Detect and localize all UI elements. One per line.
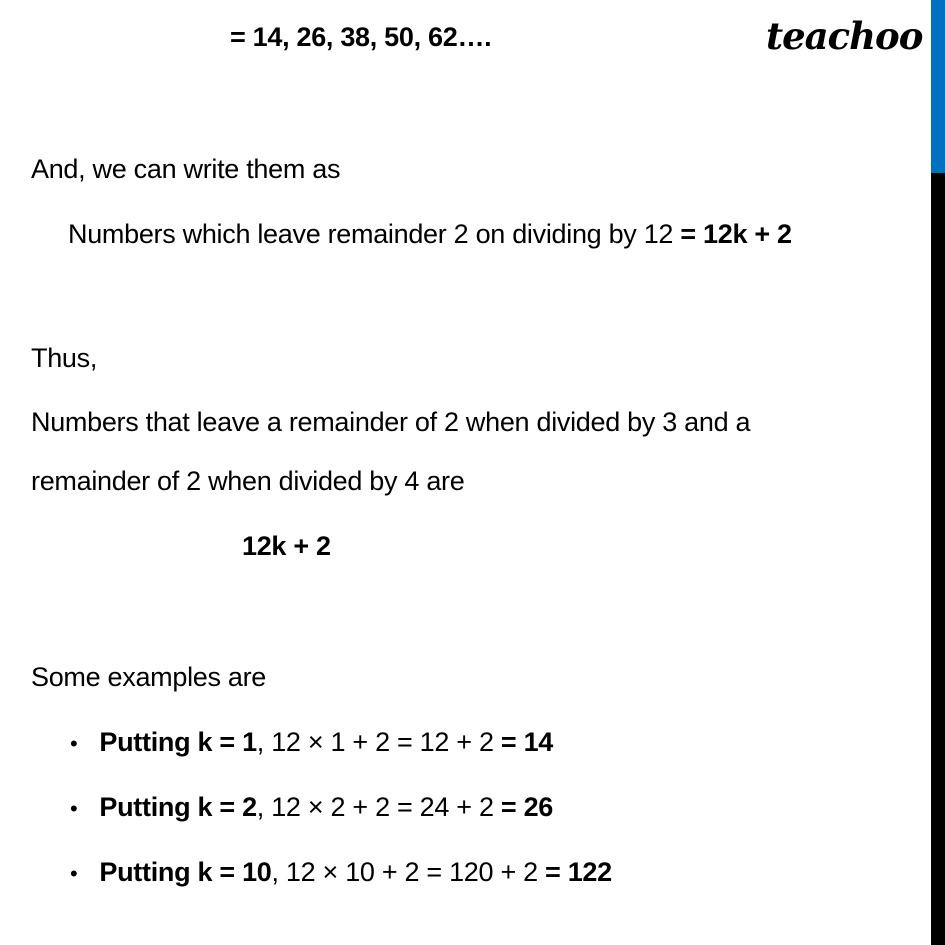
bullet-icon: • — [70, 796, 78, 821]
numbers-remainder-text: Numbers which leave remainder 2 on dividing by 12 — [68, 219, 681, 249]
formula-line: 12k + 2 — [242, 531, 331, 561]
example-result: = 26 — [500, 792, 554, 822]
example-calc: , 12 × 10 + 2 = 120 + 2 — [271, 857, 546, 887]
bullet-icon: • — [70, 731, 78, 756]
numbers-remainder-line — [68, 219, 792, 250]
example-label: Putting k = 10 — [99, 857, 272, 887]
example-calc: , 12 × 1 + 2 = 12 + 2 — [256, 727, 501, 757]
list-item — [70, 792, 553, 823]
example-result: = 14 — [500, 727, 554, 757]
bullet-icon: • — [70, 861, 78, 886]
scrollbar-thumb[interactable] — [931, 0, 945, 173]
write-as-line: And, we can write them as — [31, 154, 341, 184]
thus-line: Thus, — [31, 343, 98, 373]
conclusion-line-1: Numbers that leave a remainder of 2 when divided by 3 and a — [31, 407, 751, 437]
conclusion-line-2: remainder of 2 when divided by 4 are — [31, 466, 465, 496]
scrollbar-track[interactable] — [931, 173, 945, 945]
example-label: Putting k = 1 — [99, 727, 257, 757]
teachoo-logo: teachoo — [766, 14, 923, 58]
list-item — [70, 857, 612, 888]
example-calc: , 12 × 2 + 2 = 24 + 2 — [256, 792, 501, 822]
list-item — [70, 727, 553, 758]
example-result: = 122 — [545, 857, 612, 887]
numbers-remainder-formula: = 12k + 2 — [680, 219, 792, 249]
sequence-line: = 14, 26, 38, 50, 62…. — [230, 22, 492, 52]
example-label: Putting k = 2 — [99, 792, 257, 822]
examples-heading: Some examples are — [31, 662, 267, 692]
